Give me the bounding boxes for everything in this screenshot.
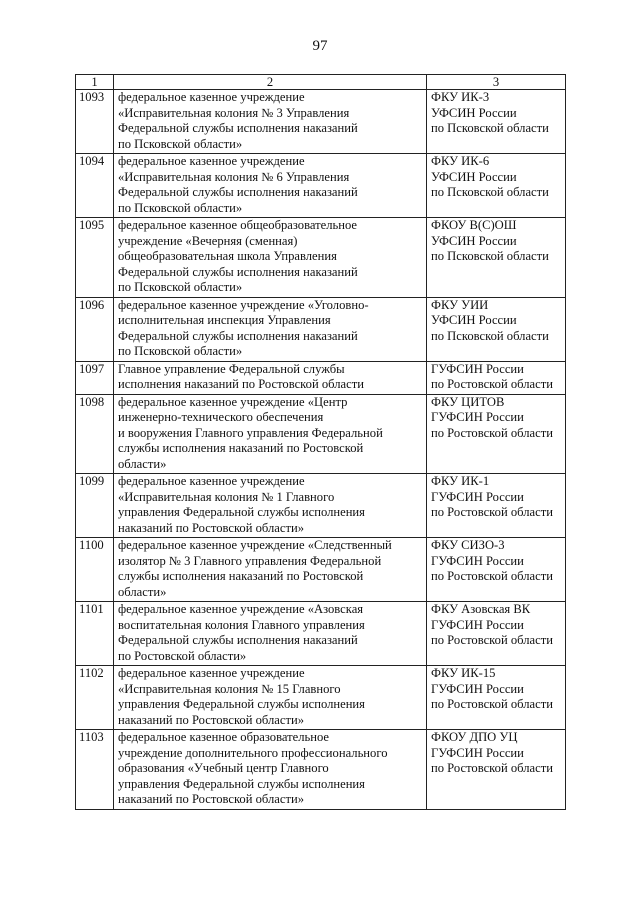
name-line: учреждение дополнительного профессионального	[118, 745, 388, 760]
short-name-line: по Псковской области	[431, 121, 549, 135]
name-line: наказаний по Ростовской области»	[118, 792, 305, 806]
name-line: «Исправительная колония № 3 Управления	[118, 105, 350, 120]
name-line: Федеральной службы исполнения наказаний	[118, 264, 358, 279]
header-col-2: 2	[114, 75, 427, 90]
name-line: наказаний по Ростовской области»	[118, 712, 305, 727]
short-name-line: по Ростовской области	[431, 761, 553, 775]
name-line: федеральное казенное образовательное	[118, 730, 330, 744]
name-line: федеральное казенное общеобразовательное	[118, 218, 358, 232]
table-row	[76, 394, 566, 474]
short-name-line: УФСИН России	[431, 169, 517, 184]
row-number: 1095	[76, 218, 114, 298]
name-line: по Псковской области»	[118, 344, 243, 358]
institution-full-name	[114, 297, 427, 361]
table-row	[76, 730, 566, 810]
short-name-line: ФКУ СИЗО-3	[431, 538, 505, 552]
header-row	[76, 75, 566, 90]
institution-full-name	[114, 730, 427, 810]
name-line: федеральное казенное учреждение	[118, 154, 305, 168]
name-line: по Псковской области»	[118, 136, 243, 151]
row-number: 1103	[76, 730, 114, 810]
table-row	[76, 297, 566, 361]
institution-full-name	[114, 154, 427, 218]
name-line: образования «Учебный центр Главного	[118, 761, 329, 775]
short-name-line: ФКУ УИИ	[431, 297, 489, 312]
table-row	[76, 218, 566, 298]
name-line: Федеральной службы исполнения наказаний	[118, 633, 358, 647]
name-line: исполнения наказаний по Ростовской области	[118, 377, 364, 391]
short-name-line: УФСИН России	[431, 313, 517, 327]
short-name-line: ФКУ ИК-6	[431, 154, 490, 168]
name-line: управления Федеральной службы исполнения	[118, 776, 365, 791]
short-name-line: ГУФСИН России	[431, 489, 524, 504]
institution-short-name	[427, 90, 566, 154]
institution-full-name	[114, 474, 427, 538]
row-number: 1099	[76, 474, 114, 538]
header-col-1: 1	[76, 75, 114, 90]
institution-short-name	[427, 666, 566, 730]
institution-short-name	[427, 474, 566, 538]
short-name-line: ФКУ Азовская ВК	[431, 602, 531, 616]
header-col-3: 3	[427, 75, 566, 90]
short-name-line: УФСИН России	[431, 233, 517, 248]
name-line: федеральное казенное учреждение «Азовская	[118, 602, 364, 616]
name-line: службы исполнения наказаний по Ростовской	[118, 441, 364, 455]
short-name-line: УФСИН России	[431, 105, 517, 120]
table-header	[76, 75, 566, 90]
short-name-line: ФКУ ИК-3	[431, 90, 490, 104]
name-line: федеральное казенное учреждение	[118, 90, 305, 104]
row-number: 1102	[76, 666, 114, 730]
name-line: федеральное казенное учреждение	[118, 474, 305, 488]
name-line: по Псковской области»	[118, 200, 243, 215]
page-number: 97	[312, 38, 328, 54]
row-number: 1094	[76, 154, 114, 218]
short-name-line: по Ростовской области	[431, 425, 553, 440]
institution-full-name	[114, 602, 427, 666]
row-number: 1093	[76, 90, 114, 154]
row-number: 1097	[76, 361, 114, 394]
short-name-line: по Псковской области	[431, 328, 549, 343]
institution-short-name	[427, 602, 566, 666]
name-line: общеобразовательная школа Управления	[118, 249, 337, 263]
institution-full-name	[114, 394, 427, 474]
short-name-line: ФКОУ ДПО УЦ	[431, 730, 518, 744]
registry-table	[75, 74, 566, 810]
name-line: «Исправительная колония № 6 Управления	[118, 169, 350, 184]
institution-short-name	[427, 394, 566, 474]
table-row	[76, 474, 566, 538]
row-number: 1096	[76, 297, 114, 361]
name-line: воспитательная колония Главного управления	[118, 617, 365, 632]
short-name-line: по Ростовской области	[431, 505, 553, 519]
name-line: по Псковской области»	[118, 280, 243, 294]
short-name-line: ГУФСИН России	[431, 553, 524, 568]
name-line: Федеральной службы исполнения наказаний	[118, 185, 358, 199]
institution-full-name	[114, 538, 427, 602]
short-name-line: ГУФСИН России	[431, 361, 524, 376]
short-name-line: по Псковской области	[431, 249, 549, 263]
short-name-line: по Ростовской области	[431, 697, 553, 711]
table-row	[76, 154, 566, 218]
short-name-line: по Ростовской области	[431, 377, 553, 391]
name-line: федеральное казенное учреждение	[118, 666, 305, 680]
row-number: 1098	[76, 394, 114, 474]
institution-short-name	[427, 538, 566, 602]
name-line: области»	[118, 584, 167, 599]
institution-full-name	[114, 90, 427, 154]
name-line: федеральное казенное учреждение «Уголовно-	[118, 297, 369, 312]
short-name-line: ГУФСИН России	[431, 745, 524, 760]
short-name-line: ФКОУ В(С)ОШ	[431, 218, 517, 232]
short-name-line: по Псковской области	[431, 185, 549, 199]
table-row	[76, 90, 566, 154]
institution-short-name	[427, 730, 566, 810]
row-number: 1101	[76, 602, 114, 666]
institution-short-name	[427, 361, 566, 394]
institution-short-name	[427, 218, 566, 298]
name-line: «Исправительная колония № 1 Главного	[118, 489, 335, 504]
name-line: управления Федеральной службы исполнения	[118, 505, 365, 519]
institution-full-name	[114, 666, 427, 730]
name-line: инженерно-технического обеспечения	[118, 410, 324, 424]
short-name-line: ГУФСИН России	[431, 410, 524, 424]
short-name-line: ГУФСИН России	[431, 617, 524, 632]
name-line: исполнительная инспекция Управления	[118, 313, 331, 327]
short-name-line: ГУФСИН России	[431, 681, 524, 696]
short-name-line: по Ростовской области	[431, 633, 553, 647]
short-name-line: ФКУ ЦИТОВ	[431, 394, 505, 409]
table-row	[76, 666, 566, 730]
name-line: учреждение «Вечерняя (сменная)	[118, 233, 298, 248]
name-line: управления Федеральной службы исполнения	[118, 697, 365, 711]
table-row	[76, 361, 566, 394]
institution-short-name	[427, 297, 566, 361]
table-body	[76, 90, 566, 810]
table-row	[76, 602, 566, 666]
table-row	[76, 538, 566, 602]
name-line: по Ростовской области»	[118, 648, 247, 663]
institution-full-name	[114, 361, 427, 394]
name-line: Федеральной службы исполнения наказаний	[118, 121, 358, 135]
name-line: Федеральной службы исполнения наказаний	[118, 328, 358, 343]
name-line: области»	[118, 456, 167, 471]
name-line: службы исполнения наказаний по Ростовской	[118, 569, 364, 583]
name-line: и вооружения Главного управления Федеральной	[118, 425, 383, 440]
name-line: «Исправительная колония № 15 Главного	[118, 681, 341, 696]
institution-short-name	[427, 154, 566, 218]
name-line: федеральное казенное учреждение «Центр	[118, 394, 348, 409]
name-line: наказаний по Ростовской области»	[118, 520, 305, 535]
row-number: 1100	[76, 538, 114, 602]
short-name-line: ФКУ ИК-1	[431, 474, 490, 488]
institution-full-name	[114, 218, 427, 298]
short-name-line: ФКУ ИК-15	[431, 666, 496, 680]
short-name-line: по Ростовской области	[431, 569, 553, 583]
name-line: изолятор № 3 Главного управления Федеральной	[118, 553, 382, 568]
name-line: Главное управление Федеральной службы	[118, 361, 345, 376]
name-line: федеральное казенное учреждение «Следственный	[118, 538, 392, 552]
